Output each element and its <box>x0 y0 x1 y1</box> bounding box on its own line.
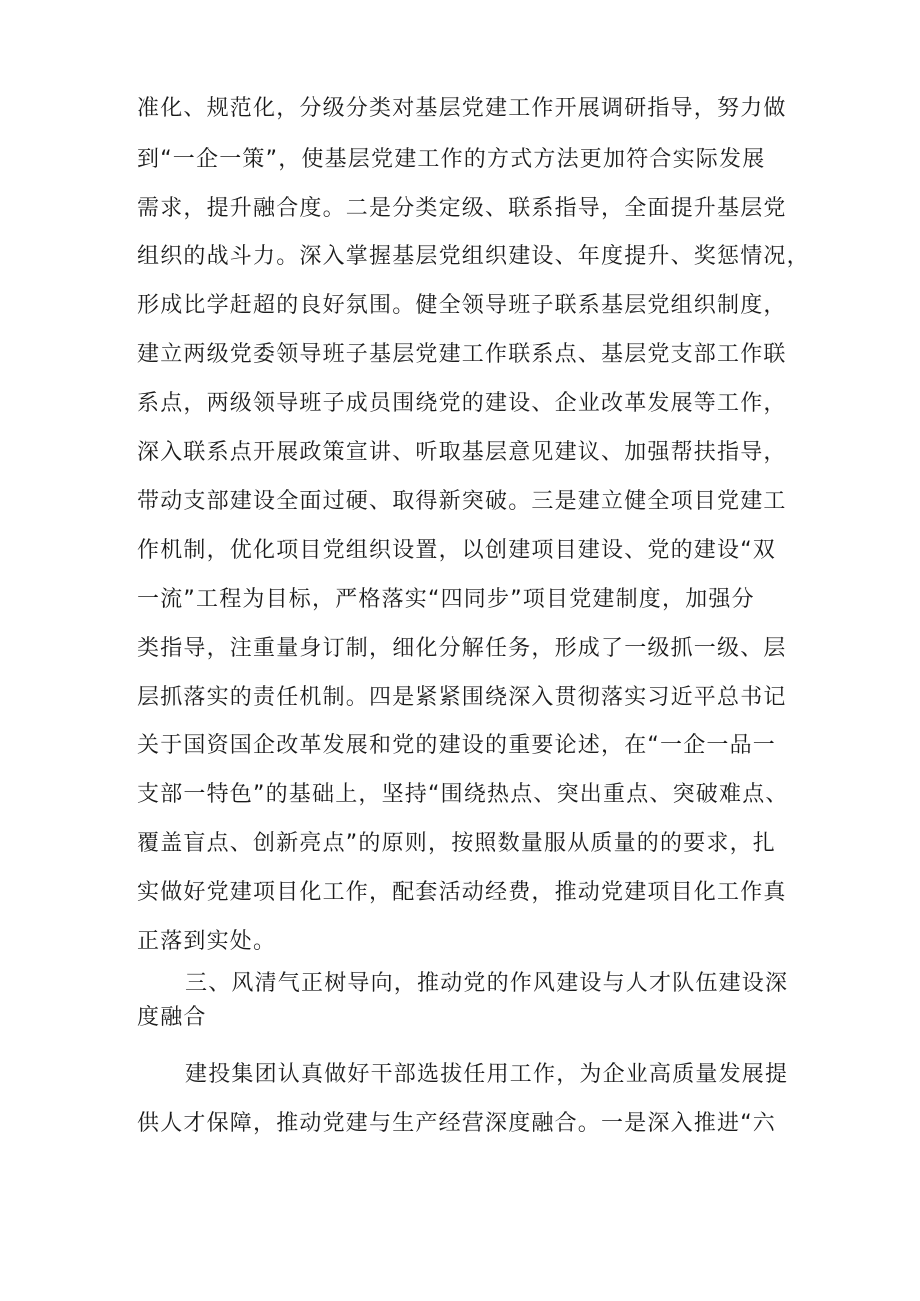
paragraph-line: 层抓落实的责任机制。四是紧紧围绕深入贯彻落实习近平总书记 <box>137 685 787 710</box>
section-heading-line: 度融合 <box>137 1005 207 1030</box>
paragraph-line: 系点，两级领导班子成员围绕党的建设、企业改革发展等工作， <box>137 391 787 416</box>
paragraph-line: 形成比学赶超的良好氛围。健全领导班子联系基层党组织制度， <box>137 293 787 318</box>
paragraph-line: 关于国资国企改革发展和党的建设的重要论述，在“一企一品一 <box>137 733 776 758</box>
paragraph-line: 一流”工程为目标，严格落实“四同步”项目党建制度，加强分 <box>137 587 755 612</box>
section-heading-line: 三、风清气正树导向，推动党的作风建设与人才队伍建设深 <box>185 971 789 996</box>
paragraph-line: 支部一特色”的基础上，坚持“围绕热点、突出重点、突破难点、 <box>137 782 789 807</box>
paragraph-line: 深入联系点开展政策宣讲、听取基层意见建议、加强帮扶指导， <box>137 440 787 465</box>
paragraph-line: 组织的战斗力。深入掌握基层党组织建设、年度提升、奖惩情况， <box>137 244 810 269</box>
paragraph-line: 建投集团认真做好干部选拔任用工作，为企业高质量发展提 <box>185 1062 789 1087</box>
paragraph-line: 作机制，优化项目党组织设置，以创建项目建设、党的建设“双 <box>137 538 776 563</box>
paragraph-line: 供人才保障，推动党建与生产经营深度融合。一是深入推进“六 <box>137 1111 776 1136</box>
paragraph-line: 建立两级党委领导班子基层党建工作联系点、基层党支部工作联 <box>137 342 787 367</box>
paragraph-line: 覆盖盲点、创新亮点”的原则，按照数量服从质量的的要求，扎 <box>137 831 776 856</box>
paragraph-line: 需求，提升融合度。二是分类定级、联系指导，全面提升基层党 <box>137 196 787 221</box>
paragraph-line: 带动支部建设全面过硬、取得新突破。三是建立健全项目党建工 <box>137 489 787 514</box>
paragraph-line: 准化、规范化，分级分类对基层党建工作开展调研指导，努力做 <box>137 96 787 121</box>
paragraph-line: 类指导，注重量身订制，细化分解任务，形成了一级抓一级、层 <box>137 636 787 661</box>
paragraph-line: 到“一企一策”，使基层党建工作的方式方法更加符合实际发展 <box>137 147 766 172</box>
paragraph-line: 实做好党建项目化工作，配套活动经费，推动党建项目化工作真 <box>137 880 787 905</box>
paragraph-line: 正落到实处。 <box>137 929 277 954</box>
